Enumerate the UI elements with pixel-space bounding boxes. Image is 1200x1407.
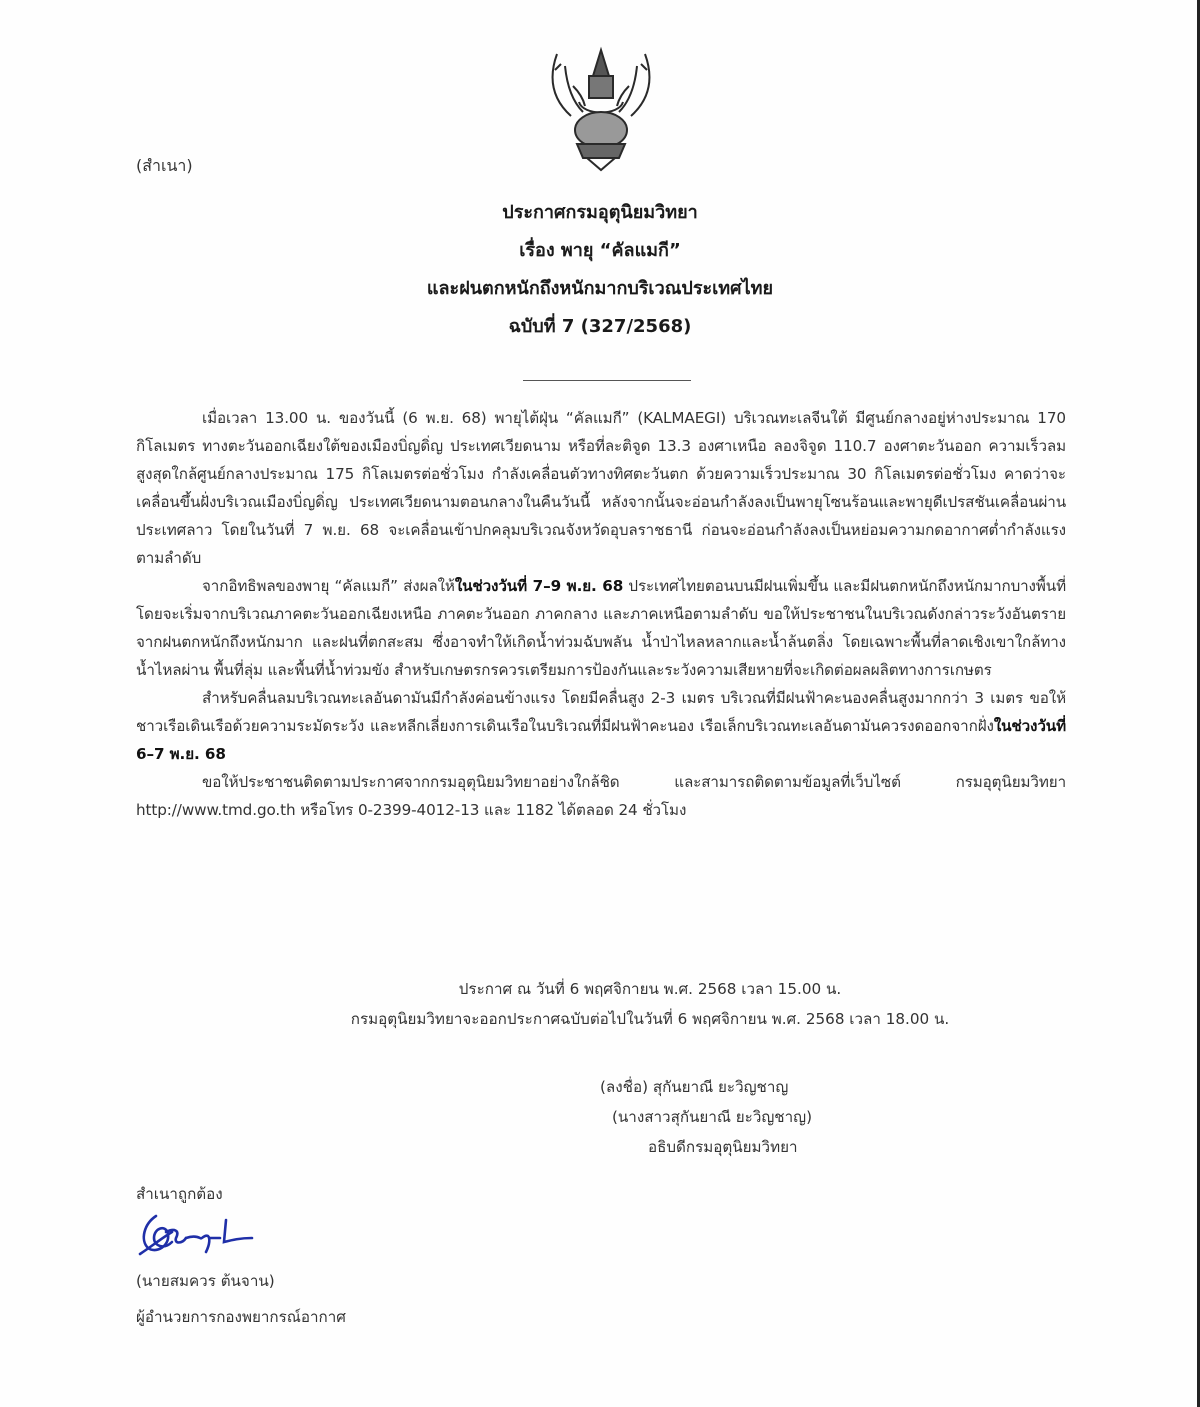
- certifier-name: (นายสมควร ต้นจาน): [136, 1272, 275, 1290]
- signatory-block: [560, 1072, 890, 1162]
- title-line-1: ประกาศกรมอุตุนิยมวิทยา: [502, 202, 698, 223]
- title-line-4: ฉบับที่ 7 (327/2568): [508, 316, 692, 337]
- announce-line-2: กรมอุตุนิยมวิทยาจะออกประกาศฉบับต่อไปในวันที่ 6 พฤศจิกายน พ.ศ. 2568 เวลา 18.00 น.: [350, 1010, 950, 1028]
- title-divider: [523, 380, 691, 381]
- copy-label: (สำเนา): [136, 156, 193, 175]
- title-line-3: และฝนตกหนักถึงหนักมากบริเวณประเทศไทย: [426, 278, 774, 299]
- paragraph-2: จากอิทธิพลของพายุ “คัลแมกี” ส่งผลให้ในช่วงวันที่ 7–9 พ.ย. 68 ประเทศไทยตอนบนมีฝนเพิ่มขึ้น และมีฝนตกหนักถึงหนักมากบางพื้นที่ โดยจะเริ่มจากบริเวณภาคตะวันออกเฉียงเหนือ ภาคตะวันออก ภาคกลาง และภาคเหนือตามลำดับ ขอให้ประชาชนในบริเวณดังกล่าวระวังอันตรายจากฝนตกหนักถึงหนักมาก และฝนที่ตกสะสม ซึ่งอาจทำให้เกิดน้ำท่วมฉับพลัน น้ำป่าไหลหลากและน้ำล้นตลิ่ง โดยเฉพาะพื้นที่ลาดเชิงเขาใกล้ทางน้ำไหลผ่าน พื้นที่ลุ่ม และพื้นที่น้ำท่วมขัง สำหรับเกษตรกรควรเตรียมการป้องกันและระวังความเสียหายที่จะเกิดต่อผลผลิตทางการเกษตร: [136, 577, 1066, 679]
- paragraph-3: สำหรับคลื่นลมบริเวณทะเลอันดามันมีกำลังค่อนข้างแรง โดยมีคลื่นสูง 2-3 เมตร บริเวณที่มีฝนฟ้าคะนองคลื่นสูงมากกว่า 3 เมตร ขอให้ชาวเรือเดินเรือด้วยความระมัดระวัง และหลีกเลี่ยงการเดินเรือในบริเวณที่มีฝนฟ้าคะนอง เรือเล็กบริเวณทะเลอันดามันควรงดออกจากฝั่งในช่วงวันที่ 6–7 พ.ย. 68: [136, 689, 1066, 763]
- handwritten-signature-icon: [136, 1210, 256, 1260]
- certified-copy-label: สำเนาถูกต้อง: [136, 1185, 223, 1203]
- highlight-dates: ในช่วงวันที่ 6–7 พ.ย. 68: [136, 717, 1066, 763]
- announce-line-1: ประกาศ ณ วันที่ 6 พฤศจิกายน พ.ศ. 2568 เวลา 15.00 น.: [458, 980, 842, 998]
- highlight-dates: ในช่วงวันที่ 7–9 พ.ย. 68: [454, 577, 624, 595]
- title-line-2: เรื่อง พายุ “คัลแมกี”: [519, 240, 681, 261]
- announcement-body: [136, 404, 1066, 824]
- signatory-full-name: (นางสาวสุกันยาณี ยะวิญชาญ): [612, 1108, 812, 1126]
- certifier-position: ผู้อำนวยการกองพยากรณ์อากาศ: [136, 1308, 346, 1326]
- signed-by: (ลงชื่อ) สุกันยาณี ยะวิญชาญ: [600, 1078, 789, 1096]
- garuda-emblem-icon: [543, 46, 659, 172]
- paragraph-1: เมื่อเวลา 13.00 น. ของวันนี้ (6 พ.ย. 68) พายุไต้ฝุ่น “คัลแมกี” (KALMAEGI) บริเวณทะเลจีนใต้ มีศูนย์กลางอยู่ห่างประมาณ 170 กิโลเมตร ทางตะวันออกเฉียงใต้ของเมืองบิ่ญดิ่ญ ประเทศเวียดนาม หรือที่ละติจูด 13.3 องศาเหนือ ลองจิจูด 110.7 องศาตะวันออก ความเร็วลมสูงสุดใกล้ศูนย์กลางประมาณ 175 กิโลเมตรต่อชั่วโมง กำลังเคลื่อนตัวทางทิศตะวันตก ด้วยความเร็วประมาณ 30 กิโลเมตรต่อชั่วโมง คาดว่าจะเคลื่อนขึ้นฝั่งบริเวณเมืองบิ่ญดิ่ญ ประเทศเวียดนามตอนกลางในคืนวันนี้ หลังจากนั้นจะอ่อนกำลังลงเป็นพายุโซนร้อนและพายุดีเปรสชันเคลื่อนผ่านประเทศลาว โดยในวันที่ 7 พ.ย. 68 จะเคลื่อนเข้าปกคลุมบริเวณจังหวัดอุบลราชธานี ก่อนจะอ่อนกำลังลงเป็นหย่อมความกดอากาศต่ำกำลังแรงตามลำดับ: [136, 409, 1066, 567]
- paragraph-4: ขอให้ประชาชนติดตามประกาศจากกรมอุตุนิยมวิทยาอย่างใกล้ชิด และสามารถติดตามข้อมูลที่เว็บไซต์ กรมอุตุนิยมวิทยา http://www.tmd.go.th หรือโทร 0-2399-4012-13 และ 1182 ได้ตลอด 24 ชั่วโมง: [136, 773, 1066, 819]
- certified-copy-block: [136, 1180, 456, 1332]
- signatory-position: อธิบดีกรมอุตุนิยมวิทยา: [648, 1138, 798, 1156]
- announcement-date: [300, 974, 1000, 1034]
- announcement-title: [300, 194, 900, 346]
